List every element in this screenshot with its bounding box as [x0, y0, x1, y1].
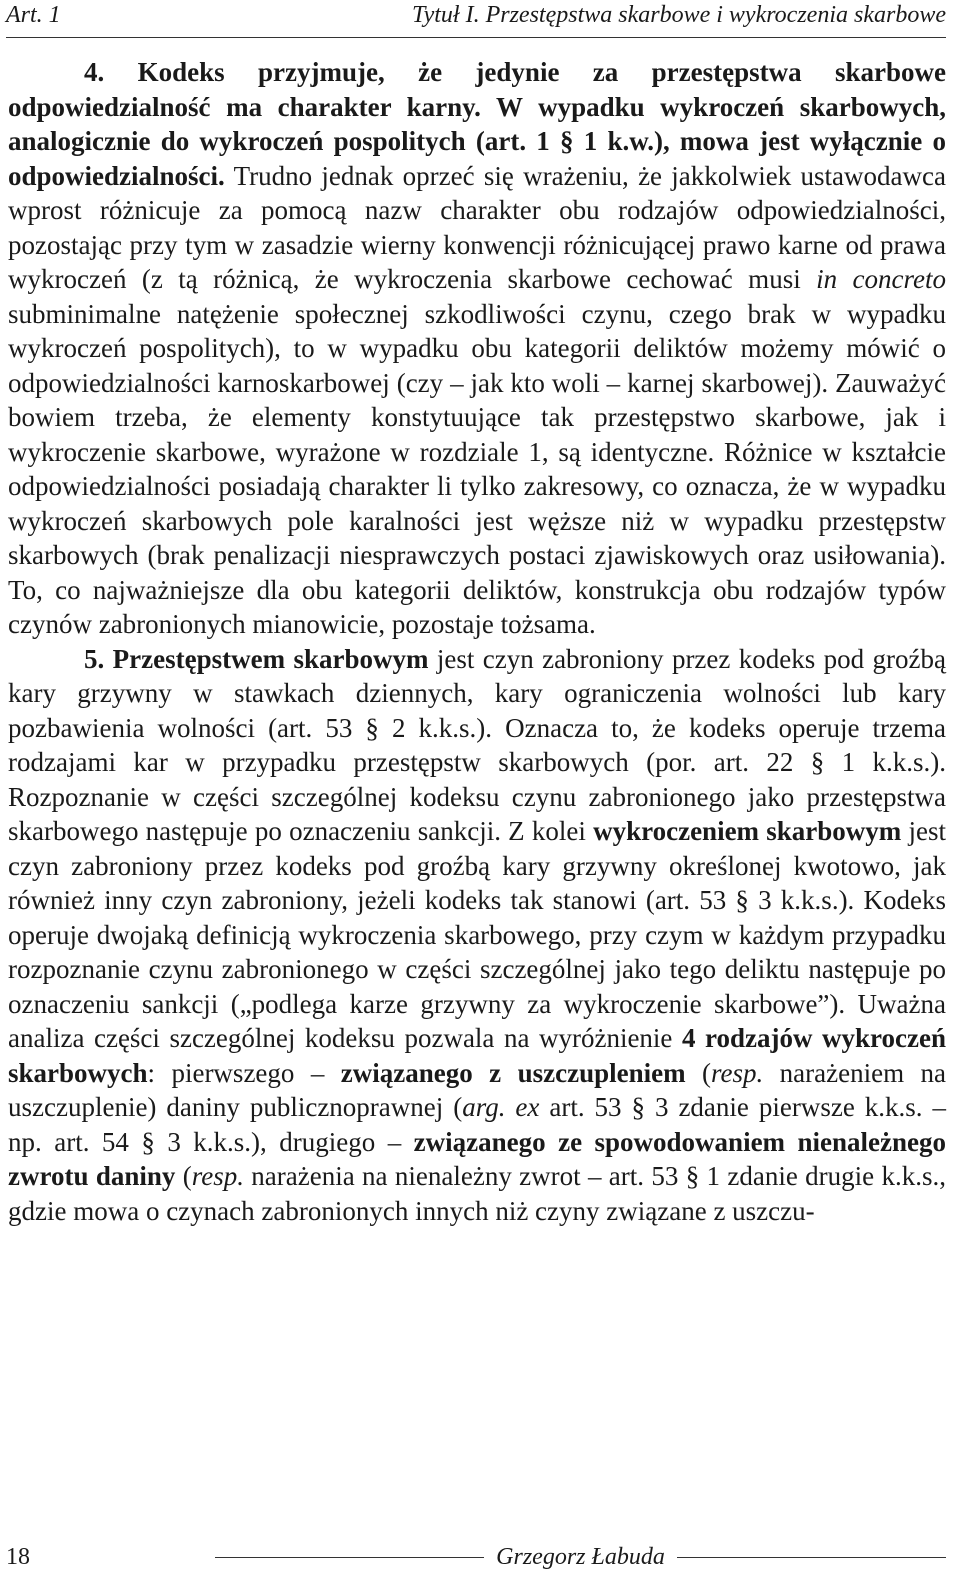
paragraph-5-text-5: narażeniem na uszczuplenie) daniny publicznoprawnej (: [8, 1057, 947, 1122]
paragraph-5-bold-5: związanego ze spowodowaniem nienależnego zwrotu daniny: [8, 1126, 946, 1191]
footer-author: Grzegorz Łabuda: [496, 1544, 665, 1570]
paragraph-5-bold-3: 4 rodzajów wykroczeń skarbowych: [8, 1023, 946, 1088]
paragraph-4-bold-lead: Kodeks przyjmuje, że jedynie za przestępstwa skarbowe odpowiedzialność ma charakter karny. W wypadku wykroczeń skarbowych, analogicznie do wykroczeń pospolitych (art. 1 § 1 k.w.), mowa jest wyłącznie o odpowiedzialności.: [8, 57, 946, 191]
running-header: [6, 0, 946, 30]
paragraph-4: [8, 55, 946, 642]
paragraph-4-text-1: Trudno jednak oprzeć się wrażeniu, że jakkolwiek ustawodawca wprost różnicuje za pomocą nazw charakter obu rodzajów odpowiedzialności, pozostając przy tym w zasadzie wierny konwencji różnicującej prawo karne od prawa wykroczeń (z tą różnicą, że wykroczenia skarbowe cechować musi: [8, 160, 946, 294]
footer-author-block: [215, 1540, 946, 1574]
header-article: Art. 1: [6, 2, 61, 28]
paragraph-5-italic-1: resp.: [711, 1057, 764, 1088]
paragraph-5-italic-3: resp.: [191, 1161, 244, 1191]
paragraph-5-bold-4: związanego z uszczupleniem: [340, 1057, 686, 1088]
paragraph-5-text-2: jest czyn zabroniony przez kodeks pod groźbą kary grzywny określonej kwotowo, jak również inny czyn zabroniony, jeżeli kodeks tak stanowi (art. 53 § 3 k.k.s.). Kodeks operuje dwojaką definicją wykroczenia skarbowego, przy czym w każdym przypadku rozpoznanie czynu zabronionego w części szczególnej jako tego deliktu następuje po oznaczeniu sankcji („podlega karze grzywny za wykroczenie skarbowe”). Uważna analiza części szczególnej kodeksu pozwala na wyróżnienie: [8, 816, 946, 1053]
running-footer: [0, 1540, 946, 1574]
paragraph-5: [8, 642, 946, 1229]
footer-rule-right: [677, 1557, 946, 1558]
footer-rule-left: [215, 1557, 484, 1558]
paragraph-5-text-4: (: [685, 1057, 711, 1088]
header-rule: [6, 37, 946, 38]
body-text: [8, 55, 946, 1228]
paragraph-5-text-8: narażenia na nienależny zwrot – art. 53 § 1 zdanie drugie k.k.s., gdzie mowa o czynach zabronionych innych niż czyny związane z uszczu-: [8, 1161, 946, 1226]
paragraph-5-number: 5.: [84, 643, 105, 674]
paragraph-5-text-6: art. 53 § 3 zdanie pierwsze k.k.s. – np. art. 54 § 3 k.k.s.), drugiego –: [8, 1092, 946, 1157]
page-number: 18: [6, 1544, 30, 1570]
paragraph-5-bold-2: wykroczeniem skarbowym: [593, 816, 902, 846]
paragraph-4-italic-1: in concreto: [816, 264, 946, 294]
paragraph-5-text-1: jest czyn zabroniony przez kodeks pod groźbą kary grzywny w stawkach dziennych, kary ograniczenia wolności lub kary pozbawienia wolności (art. 53 § 2 k.k.s.). Oznacza to, że kodeks operuje trzema rodzajami kar w przypadku przestępstw skarbowych (por. art. 22 § 1 k.k.s.). Rozpoznanie w części szczególnej kodeksu czynu zabronionego jako przestępstwa skarbowego następuje po oznaczeniu sankcji. Z kolei: [8, 643, 946, 846]
paragraph-4-number: 4.: [84, 57, 105, 87]
paragraph-5-text-7: (: [175, 1161, 192, 1191]
paragraph-5-text-3: : pierwszego –: [147, 1057, 341, 1088]
paragraph-4-text-2: subminimalne natężenie społecznej szkodliwości czynu, czego brak w wypadku wykroczeń pospolitych), to w wypadku obu kategorii deliktów możemy mówić o odpowiedzialności karnoskarbowej (czy – jak kto woli – karnej skarbowej). Zauważyć bowiem trzeba, że elementy konstytuujące tak przestępstwo skarbowe, jak i wykroczenie skarbowe, wyrażone w rozdziale 1, są identyczne. Różnice w kształcie odpowiedzialności posiadają charakter li tylko zakresowy, co oznacza, że w wypadku wykroczeń skarbowych pole karalności jest węższe niż w wypadku przestępstw skarbowych (brak penalizacji niesprawczych postaci zjawiskowych oraz usiłowania). To, co najważniejsze dla obu kategorii deliktów, konstrukcja obu rodzajów typów czynów zabronionych mianowicie, pozostaje tożsama.: [8, 298, 946, 639]
paragraph-5-bold-1: Przestępstwem skarbowym: [112, 643, 429, 674]
paragraph-5-italic-2: arg. ex: [462, 1092, 540, 1122]
header-title: Tytuł I. Przestępstwa skarbowe i wykroczenia skarbowe: [412, 2, 946, 28]
